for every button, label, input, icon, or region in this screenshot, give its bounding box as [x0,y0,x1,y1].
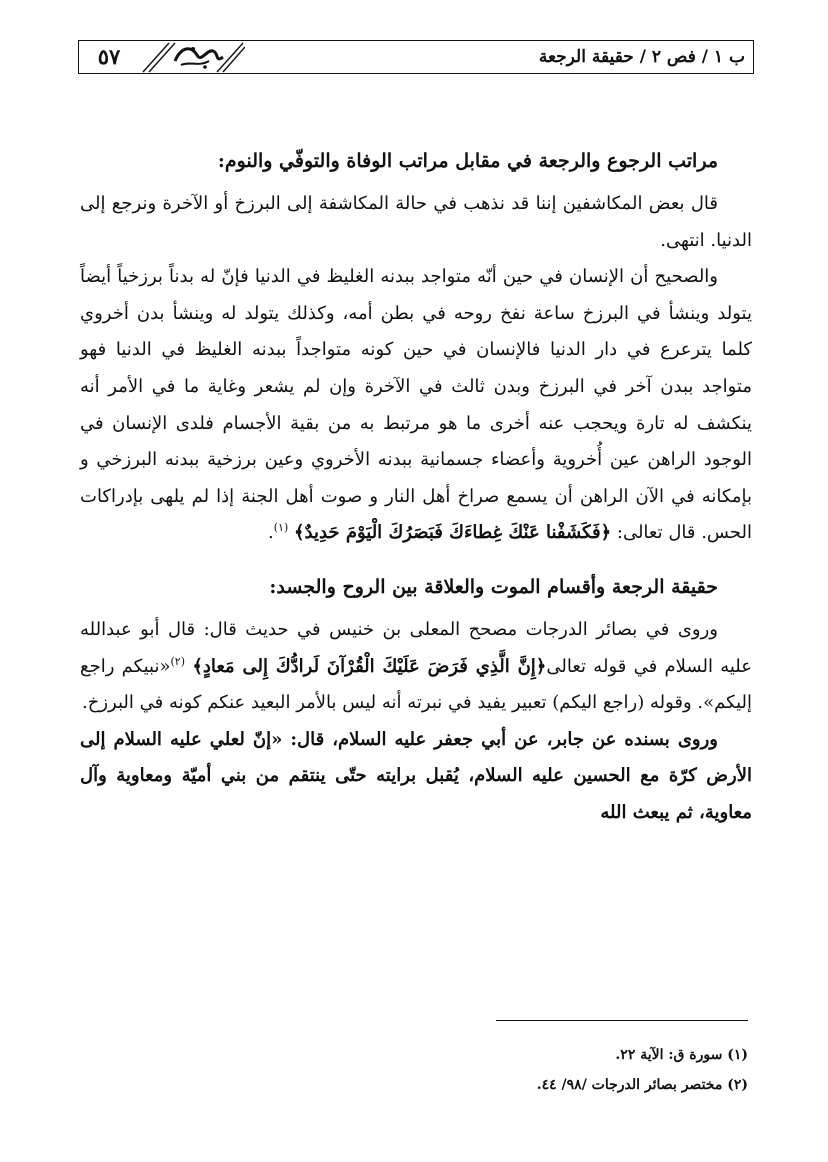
main-text [80,140,752,832]
footnote-2: (٢) مختصر بصائر الدرجات /٩٨/ ٤٤. [536,1077,748,1093]
paragraph-3 [80,612,752,722]
footnotes [88,1042,748,1102]
section-heading-1: مراتب الرجوع والرجعة في مقابل مراتب الوفاة والتوفّي والنوم: [217,150,718,172]
calligraphy-ornament-icon [135,41,245,73]
section-heading-2: حقيقة الرجعة وأقسام الموت والعلاقة بين الروح والجسد: [269,575,718,598]
footnote-1: (١) سورة ق: الآية ٢٢. [615,1047,748,1063]
page-number: ٥٧ [97,44,121,69]
running-head-title: ب ١ / فص ٢ / حقيقة الرجعة [538,47,745,67]
paragraph-3-after: «نبيكم راجع إليكم». وقوله (راجع اليكم) تعبير يفيد في نبرته أنه ليس بالأمر البعيد عنكم كونه في البرزخ. [80,655,752,714]
quran-quote-2: ﴿إِنَّ الَّذِي فَرَضَ عَلَيْكَ الْقُرْآنَ لَرادُّكَ إِلى مَعادٍ﴾ [192,655,547,677]
paragraph-1: قال بعض المكاشفين إننا قد نذهب في حالة المكاشفة إلى البرزخ أو الآخرة ونرجع إلى الدنيا. انتهى. [80,193,752,251]
paragraph-3-before: وروى في بصائر الدرجات مصحح المعلى بن خنيس في حديث قال: قال أبو عبدالله عليه السلام في قوله تعالى [80,618,753,677]
running-header [78,40,754,74]
paragraph-2-tail: . [267,522,274,544]
footnote-ref-1[interactable]: (١) [273,521,289,535]
footnote-divider [496,1020,748,1021]
paragraph-2 [80,259,752,552]
quran-quote: ﴿فَكَشَفْنا عَنْكَ غِطاءَكَ فَبَصَرُكَ الْيَوْمَ حَدِيدٌ﴾ [293,522,612,544]
footnote-ref-2[interactable]: (٢) [170,654,186,668]
paragraph-2-text: والصحيح أن الإنسان في حين أنّه متواجد ببدنه الغليظ في الدنيا فإنّ له بدناً برزخياً أيضاً يتولد وينشأ في البرزخ ساعة نفخ روحه في بطن أمه، وكذلك يتولد له وينشأ بدن أخروي كلما يترعرع في دار الدنيا فالإنسان في حين كونه متواجداً ببدنه الغليظ في الدنيا فهو متواجد ببدن آخر في البرزخ وبدن ثالث في الآخرة وإن لم يشعر وغاية ما في الأمر أنه ينكشف له تارة ويحجب عنه أخرى ما هو مرتبط به من بقية الأجسام فلدى الإنسان في الوجود الراهن عين أُخروية وأعضاء جسمانية ببدنه الأخروي وعين برزخية ببدنه البرزخي و بإمكانه في الآن الراهن أن يسمع صراخ أهل النار و صوت أهل الجنة إذا لم يلهى بإدراكات الحس. قال تعالى: [80,266,752,544]
paragraph-4: وروى بسنده عن جابر، عن أبي جعفر عليه السلام، قال: «إنّ لعلي عليه السلام إلى الأرض كرّة مع الحسين عليه السلام، يُقبل برايته حتّى ينتقم من بني أميّة ومعاوية وآل معاوية، ثم يبعث الله [80,728,752,823]
